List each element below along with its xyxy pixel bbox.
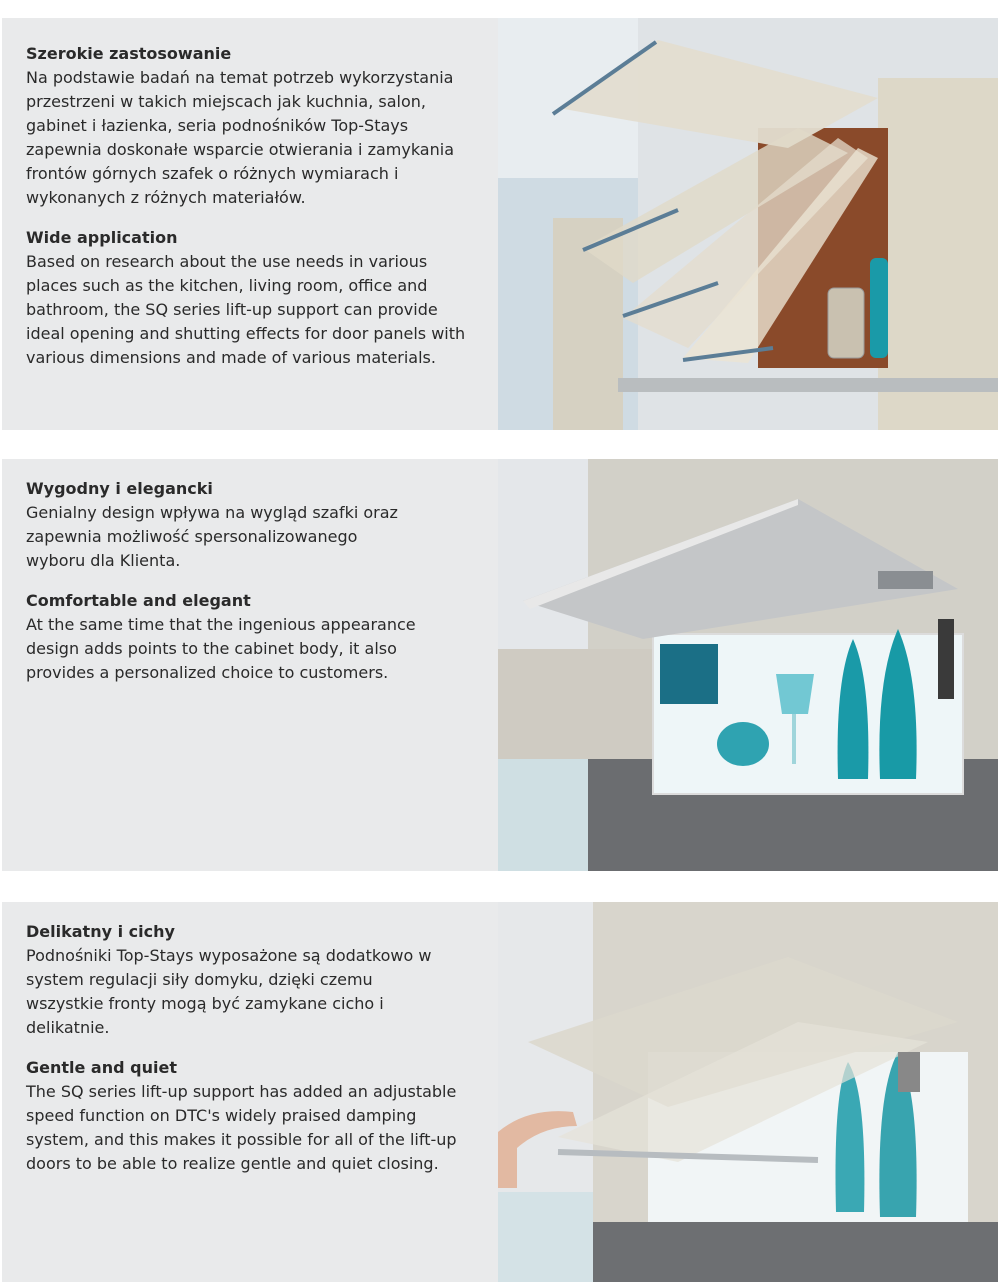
body-en: Based on research about the use needs in various places such as the kitchen, living room, office and bathroom, the SQ series lift-up support can provide ideal opening and shutting effects for door panels with various dimensions and made of various materials.: [26, 252, 466, 367]
cabinet-illustration: [498, 459, 998, 871]
section-gentle-quiet: [2, 902, 998, 1282]
heading-en: Comfortable and elegant: [26, 591, 251, 610]
section-text: [26, 42, 496, 370]
heading-pl: Szerokie zastosowanie: [26, 44, 232, 63]
body-pl: Na podstawie badań na temat potrzeb wykorzystania przestrzeni w takich miejscach jak kuchnia, salon, gabinet i łazienka, seria podnośników Top-Stays zapewnia doskonałe wsparcie otwierania i zamykania frontów górnych szafek o różnych wymiarach i wykonanych z różnych materiałów.: [26, 68, 454, 207]
photo-open-cabinet-teal-glassware: [498, 459, 998, 871]
photo-lift-up-cabinet-open-stages: [498, 18, 998, 430]
body-pl: Podnośniki Top-Stays wyposażone są dodatkowo w system regulacji siły domyku, dzięki czemu wszystkie fronty mogą być zamykane cicho i delikatnie.: [26, 946, 432, 1037]
heading-pl: Wygodny i elegancki: [26, 479, 213, 498]
cabinet-illustration: [498, 18, 998, 430]
body-en: At the same time that the ingenious appearance design adds points to the cabinet body, it also provides a personalized choice to customers.: [26, 615, 416, 682]
heading-en: Wide application: [26, 228, 178, 247]
body-en: The SQ series lift-up support has added an adjustable speed function on DTC's widely praised damping system, and this makes it possible for all of the lift-up doors to be able to realize gentle and quiet closing.: [26, 1082, 457, 1173]
body-pl: Genialny design wpływa na wygląd szafki oraz zapewnia możliwość spersonalizowanego wyboru dla Klienta.: [26, 503, 398, 570]
cabinet-illustration: [498, 902, 998, 1282]
section-wide-application: [2, 18, 998, 430]
heading-pl: Delikatny i cichy: [26, 922, 175, 941]
section-text: [26, 920, 496, 1176]
section-comfortable-elegant: [2, 459, 998, 871]
heading-en: Gentle and quiet: [26, 1058, 177, 1077]
section-text: [26, 477, 496, 685]
photo-closing-cabinet-hand: [498, 902, 998, 1282]
